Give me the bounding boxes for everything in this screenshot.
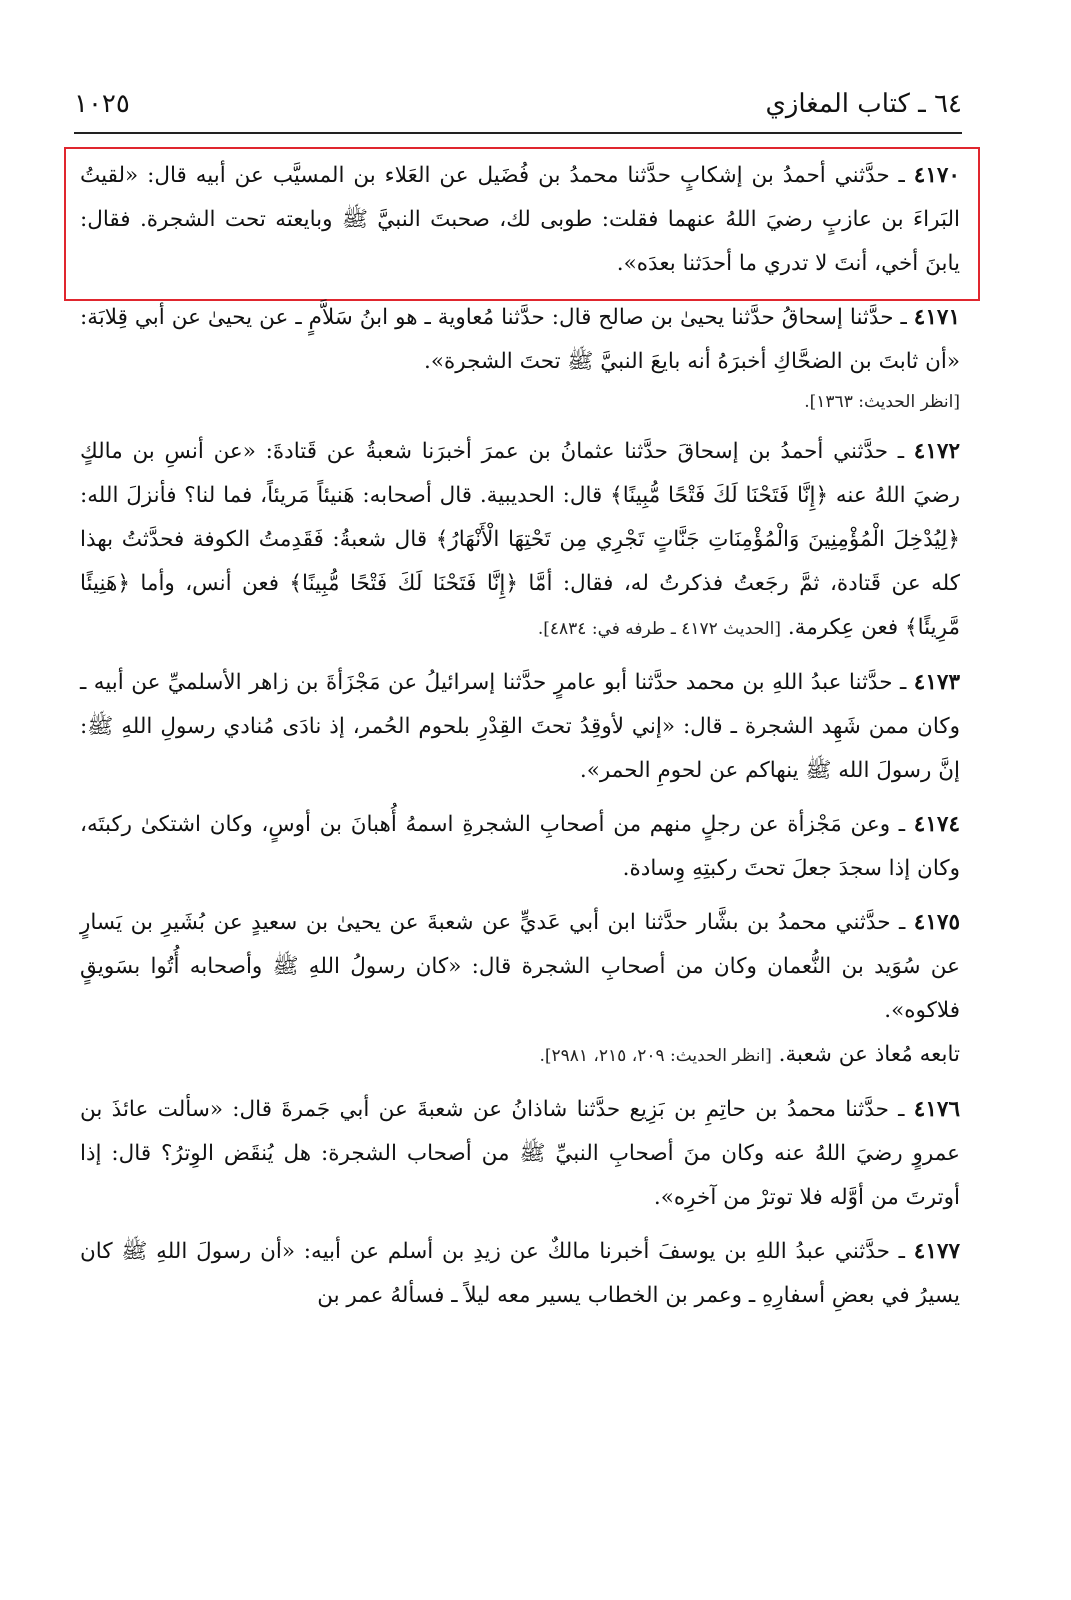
- hadith-4177: [80, 1230, 960, 1318]
- chapter-title: ٦٤ ـ كتاب المغازي: [765, 89, 962, 119]
- hadith-4176: [80, 1088, 960, 1220]
- hadith-number: ٤١٧١: [913, 305, 960, 330]
- cross-reference: [انظر الحديث: ١٣٦٣].: [804, 392, 960, 412]
- hadith-4172: [80, 430, 960, 651]
- hadith-4170: [80, 154, 960, 286]
- header-divider: [74, 132, 962, 134]
- hadith-text: ـ حدَّثني محمدُ بن بشَّار حدَّثنا ابن أبي عَديٍّ عن شعبةَ عن يحيىٰ بن سعيدٍ عن بُشَيرِ بن يَسارٍ عن سُوَيد بن النُّعمان وكان من أصحابِ الشجرة قال: «كان رسولُ اللهِ ﷺ وأصحابه أُتُوا بسَويقٍ فلاكوه».: [80, 910, 960, 1023]
- hadith-text: ـ حدَّثني أحمدُ بن إشكابٍ حدَّثنا محمدُ بن فُضَيل عن العَلاء بن المسيَّب عن أبيه قال: «لقيتُ البَراءَ بن عازبٍ رضيَ اللهُ عنهما فقلت: طوبى لك، صحبتَ النبيَّ ﷺ وبايعته تحت الشجرة. فقال: يابنَ أخي، أنتَ لا تدري ما أحدَثنا بعدَه».: [80, 163, 960, 276]
- hadith-number: ٤١٧٤: [913, 812, 960, 837]
- hadith-number: ٤١٧٣: [913, 670, 960, 695]
- cross-reference: [انظر الحديث: ٢٠٩، ٢١٥، ٢٩٨١].: [539, 1046, 772, 1066]
- hadith-text: ـ وعن مَجْزأة عن رجلٍ منهم من أصحابِ الشجرةِ اسمهُ أُهبانَ بن أوسٍ، وكان اشتكىٰ ركبتَه، وكان إذا سجدَ جعلَ تحتَ ركبتِهِ وِسادة.: [80, 812, 960, 881]
- hadith-number: ٤١٧٢: [913, 439, 960, 464]
- hadith-number: ٤١٧٧: [913, 1239, 960, 1264]
- page-body: [80, 154, 960, 1318]
- cross-reference: [الحديث ٤١٧٢ ـ طرفه في: ٤٨٣٤].: [537, 619, 782, 639]
- hadith-text: ـ حدَّثني أحمدُ بن إسحاقَ حدَّثنا عثمانُ بن عمرَ أخبرَنا شعبةُ عن قَتادةَ: «عن أنسِ بن مالكٍ رضيَ اللهُ عنه ﴿إِنَّا فَتَحْنَا لَكَ فَتْحًا مُّبِينًا﴾ قال: الحديبية. قال أصحابه: هَنيئاً مَريئاً، فما لنا؟ فأنزلَ الله: ﴿لِيُدْخِلَ الْمُؤْمِنِينَ وَالْمُؤْمِنَاتِ جَنَّاتٍ تَجْرِي مِن تَحْتِهَا الْأَنْهَارُ﴾ قال شعبةُ: فَقَدِمتُ الكوفة فحدَّثتُ بهذا كله عن قَتادة، ثمَّ رجَعتُ فذكرتُ له، فقال: أمَّا ﴿إِنَّا فَتَحْنَا لَكَ فَتْحًا مُّبِينًا﴾ فعن أنس، وأما ﴿هَنِيئًا مَّرِيئًا﴾ فعن عِكرمة.: [80, 439, 960, 640]
- hadith-4171: [80, 296, 960, 420]
- page-header: [74, 88, 962, 128]
- hadith-4175: [80, 901, 960, 1033]
- hadith-text: ـ حدَّثنا محمدُ بن حاتِمِ بن بَزِيع حدَّثنا شاذانُ عن شعبةَ عن أبي جَمرةَ قال: «سألت عائذَ بن عمروٍ رضيَ اللهُ عنه وكان منَ أصحابِ النبيِّ ﷺ من أصحاب الشجرة: هل يُنقَض الوِترُ؟ قال: إذا أوترتَ من أوَّله فلا توترْ من آخرِه».: [80, 1097, 960, 1210]
- hadith-text: ـ حدَّثنا إسحاقُ حدَّثنا يحيىٰ بن صالح قال: حدَّثنا مُعاوية ـ هو ابنُ سَلاَّمٍ ـ عن يحيىٰ عن أبي قِلابَة: «أن ثابتَ بن الضحَّاكِ أخبرَهُ أنه بايعَ النبيَّ ﷺ تحتَ الشجرة».: [80, 305, 960, 374]
- hadith-number: ٤١٧٠: [913, 163, 960, 188]
- hadith-number: ٤١٧٥: [913, 910, 960, 935]
- hadith-text: ـ حدَّثني عبدُ اللهِ بن يوسفَ أخبرنا مالكٌ عن زيدِ بن أسلم عن أبيه: «أن رسولَ اللهِ ﷺ كان يسيرُ في بعضِ أسفارِهِ ـ وعمر بن الخطاب يسير معه ليلاً ـ فسألهُ عمر بن: [80, 1239, 960, 1308]
- hadith-4173: [80, 661, 960, 793]
- page-number: ١٠٢٥: [74, 89, 130, 119]
- hadith-4174: [80, 803, 960, 891]
- hadith-text: ـ حدَّثنا عبدُ اللهِ بن محمد حدَّثنا أبو عامرٍ حدَّثنا إسرائيلُ عن مَجْزَأةَ بن زاهر الأسلميِّ عن أبيه ـ وكان ممن شَهِد الشجرة ـ قال: «إني لأوقِدُ تحتَ القِدْرِ بلحوم الحُمر، إذ نادَى مُنادي رسولِ اللهِ ﷺ: إنَّ رسولَ الله ﷺ ينهاكم عن لحومِ الحمر».: [80, 670, 960, 783]
- follow-text: تابعه مُعاذ عن شعبة.: [778, 1042, 960, 1067]
- follow-note: [80, 1033, 960, 1078]
- hadith-number: ٤١٧٦: [913, 1097, 960, 1122]
